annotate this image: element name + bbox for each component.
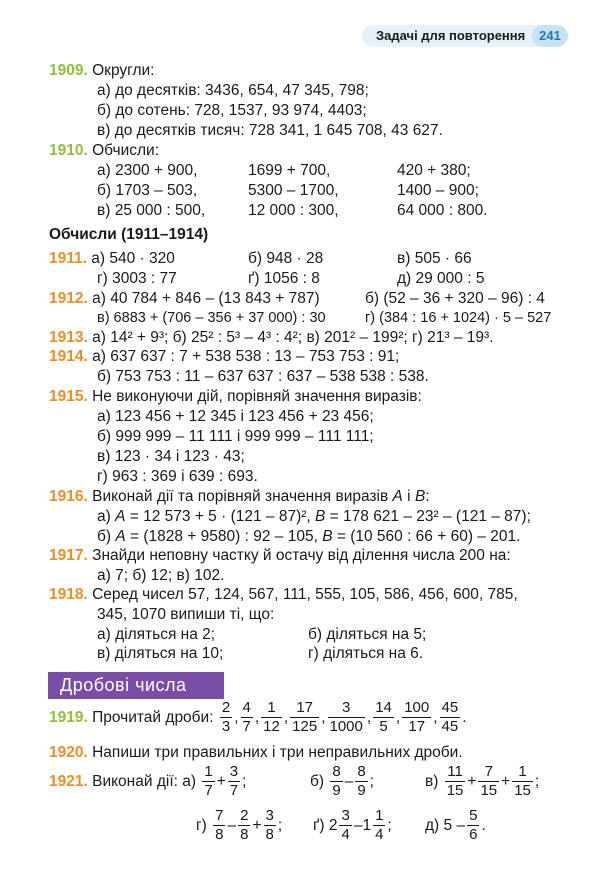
denominator: 15 [514,782,531,800]
problem-1916 [49,487,430,506]
item-a: а) 123 456 + 12 345 і 123 456 + 23 456; [97,408,374,425]
problem-text: Не виконуючи дій, порівняй значення виразів: [92,388,422,405]
problem-text: Виконай дії та порівняй значення виразів [92,488,393,505]
cell: 12 000 : 300, [248,202,339,219]
item-c: в) діляться на 10; [97,645,224,662]
fraction [512,763,533,800]
cell: а) 2300 + 900, [97,162,198,179]
numerator: 7 [478,763,499,782]
cell: 1699 + 700, [248,162,331,179]
numerator: 8 [357,763,366,781]
fraction [402,699,431,736]
denominator: 3 [221,718,231,736]
problem-text: а) 14² + 9³; б) 25² : 5³ – 4³ : 4²; в) 201² – 199²; г) 21³ – 19³. [92,329,494,346]
denominator: 7 [242,718,251,736]
item-d: г) 963 : 369 і 639 : 693. [97,468,258,485]
cell: б) 1703 – 503, [97,182,198,199]
problem-text: Обчисли: [92,142,160,159]
var-b: B [322,528,333,545]
operator: ; [387,817,392,834]
numerator: 3 [265,807,274,825]
problem-number: 1919. [49,709,88,726]
label: б) [310,773,325,790]
numerator: 1 [204,763,213,781]
numerator: 1 [375,807,384,825]
problem-number: 1911. [49,250,87,267]
cell: г) 3003 : 77 [97,270,177,287]
problem-1914 [49,347,399,366]
expr: = 178 621 – 23² – (121 – 87); [325,508,531,525]
expression-d-wrap [425,806,486,846]
var-a: A [115,508,126,525]
fraction [241,699,253,736]
expression-gg-wrap [313,806,392,846]
problem-text: 345, 1070 випиши ті, що: [97,606,275,623]
label: в) [425,773,439,790]
item-c: в) до десятків тисяч: 728 341, 1 645 708, 43 627. [97,122,443,139]
denominator: 15 [480,782,498,800]
operator: , [433,709,438,726]
problem-text: Округли: [92,62,155,79]
fraction [202,763,214,800]
expression-a [200,763,247,800]
var-b: B [315,508,326,525]
denominator: 1000 [329,718,363,736]
item-a: а) діляться на 2; [97,626,216,643]
fraction [228,763,240,800]
operator: ; [534,773,540,790]
problem-1919 [49,698,467,738]
numerator: 4 [242,699,251,717]
fraction [290,699,319,736]
problem-text: Виконай дії: [92,773,178,790]
label: б) [97,528,116,545]
numerator: 11 [445,763,466,782]
cell: а) 540 · 320 [91,250,175,267]
item-a: а) 7; б) 12; в) 102. [97,567,225,584]
denominator: 9 [357,782,366,800]
label: а) [97,508,116,525]
problem-text: Прочитай дроби: [92,709,214,726]
denominator: 8 [265,826,274,844]
item-d: г) діляться на 6. [308,645,424,662]
operator: 5 – [443,817,466,834]
expression-b-wrap [310,762,374,802]
conj: і [402,488,415,505]
denominator: 5 [379,718,388,736]
operator: , [254,709,260,726]
page-number: 241 [532,25,568,47]
numerator: 1 [261,699,282,718]
denominator: 7 [204,782,213,800]
operator: + [467,773,477,790]
expr: = (1828 + 9580) : 92 – 105, [125,528,323,545]
operator: . [481,817,486,834]
cell: ґ) 1056 : 8 [248,270,320,287]
operator: – [344,773,354,790]
label: а) [182,773,197,790]
var-a: A [392,488,403,505]
operator: + [252,817,262,834]
subheading: Обчисли (1911–1914) [49,226,209,243]
cell: б) 948 · 28 [248,250,324,267]
item-b: б) 753 753 : 11 – 637 637 : 637 – 538 538 : 538. [97,368,429,385]
operator: , [395,709,401,726]
cell: 5300 – 1700, [248,182,339,199]
fraction [220,699,232,736]
fraction [213,807,225,844]
numerator: 8 [332,763,341,781]
fraction [264,807,276,844]
label: г) [196,817,207,834]
problem-text: Напиши три правильних і три неправильних дроби. [92,744,463,761]
expression-c-wrap [425,762,539,802]
problem-1910 [49,141,159,160]
problem-text: Серед чисел 57, 124, 567, 111, 555, 105, 586, 456, 600, 785, [92,586,518,603]
denominator: 12 [263,718,280,736]
expression-g [211,807,283,844]
numerator: 7 [215,807,224,825]
problem-number: 1909. [49,62,88,79]
problem-text: Знайди неповну частку й остачу від ділення числа 200 на: [92,547,511,564]
denominator: 45 [441,718,459,736]
cell: в) 25 000 : 500, [97,202,206,219]
operator: –1 [353,817,372,834]
item-b: б) до сотень: 728, 1537, 93 974, 4403; [97,102,367,119]
item-b: б) (52 – 36 + 320 – 96) : 4 [365,290,545,307]
problem-number: 1916. [49,488,88,505]
numerator: 5 [469,807,478,825]
item-c: в) 6883 + (706 – 356 + 37 000) : 30 [97,310,326,326]
denominator: 8 [215,826,224,844]
operator: ; [242,773,247,790]
cell: 64 000 : 800. [397,202,488,219]
denominator: 8 [240,826,249,844]
problem-number: 1921. [49,773,88,790]
cell: д) 29 000 : 5 [397,270,485,287]
numerator: 17 [290,699,319,718]
denominator: 125 [292,718,318,736]
item-b: б) 999 999 – 11 111 і 999 999 – 111 111; [97,428,374,445]
item-a: а) 637 637 : 7 + 538 538 : 13 – 753 753 : 91; [92,348,400,365]
problem-1920 [49,743,463,762]
operator: , [366,709,372,726]
fraction [261,699,282,736]
cell: 420 + 380; [397,162,471,179]
operator: . [462,709,467,726]
item-b: б) діляться на 5; [308,626,427,643]
problem-1909 [49,61,154,80]
problem-1915 [49,387,422,406]
fraction [355,763,367,800]
problem-number: 1910. [49,142,88,159]
operator: , [321,709,326,726]
problem-number: 1912. [49,290,88,307]
problem-number: 1918. [49,586,88,603]
var-a: A [115,528,126,545]
problem-1921 [49,762,246,802]
problem-1918 [49,585,518,604]
operator: – [227,817,237,834]
fraction [467,807,479,844]
operator: , [234,709,239,726]
operator: + [216,773,226,790]
page-header [362,25,568,47]
item-c: в) 123 · 34 і 123 · 43; [97,448,245,465]
expression-b [328,763,374,800]
fraction [445,763,466,800]
denominator: 9 [332,782,341,800]
numerator: 2 [221,699,231,717]
fraction [478,763,499,800]
problem-number: 1920. [49,744,88,761]
expr: = 12 573 + 5 · (121 – 87)², [125,508,316,525]
problem-number: 1913. [49,329,88,346]
fraction [330,763,342,800]
problem-1911 [49,249,175,268]
expression-gg [328,807,392,844]
fraction [440,699,461,736]
problem-1912 [49,289,320,308]
denominator: 6 [469,826,478,844]
fraction [373,807,385,844]
numerator: 3 [341,807,350,825]
operator: ; [369,773,374,790]
denominator: 4 [375,826,384,844]
fraction [339,807,351,844]
expr: = (10 560 : 66 + 60) – 201. [332,528,521,545]
problem-number: 1914. [49,348,88,365]
fraction-list [218,699,467,736]
cell: 1400 – 900; [397,182,479,199]
operator: 2 [328,817,338,834]
item-a: а) 40 784 + 846 – (13 843 + 787) [92,290,320,307]
expression-c [443,763,540,800]
header-title: Задачі для повторення [376,28,526,43]
operator: + [501,773,511,790]
label: д) [425,817,440,834]
item-d: г) (384 : 16 + 1024) · 5 – 527 [365,310,552,326]
fraction [373,699,394,736]
numerator: 3 [328,699,365,718]
operator: ; [277,817,283,834]
numerator: 14 [375,699,392,717]
problem-number: 1917. [49,547,88,564]
fraction [328,699,365,736]
problem-1913 [49,328,494,347]
denominator: 15 [446,782,464,800]
cell: в) 505 · 66 [397,250,472,267]
section-heading: Дробові числа [48,672,224,699]
fraction [238,807,250,844]
problem-number: 1915. [49,388,88,405]
numerator: 2 [240,807,249,825]
item-a: а) до десятків: 3436, 654, 47 345, 798; [97,82,369,99]
denominator: 4 [341,826,350,844]
denominator: 7 [229,782,239,800]
expression-g-wrap [196,806,282,846]
operator: , [283,709,289,726]
numerator: 3 [229,763,239,781]
problem-1917 [49,546,511,565]
numerator: 100 [404,699,430,717]
numerator: 1 [512,763,533,782]
numerator: 45 [441,699,459,717]
expression-d [443,807,486,844]
var-b: B [414,488,426,505]
label: ґ) [313,817,325,834]
denominator: 17 [408,718,426,736]
item-b [97,527,520,546]
colon: : [425,488,430,505]
item-a [97,507,531,526]
